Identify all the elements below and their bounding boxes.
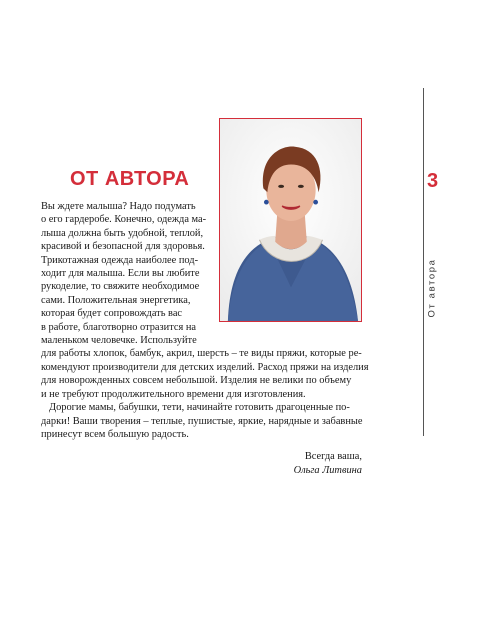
text-line: рукоделие, то свяжите необходимое [41,281,200,293]
text-line: для новорожденных совсем небольшой. Изделия не велики по объему [41,375,352,387]
text-line: Дорогие мамы, бабушки, тети, начинайте готовить драгоценные по- [49,402,350,414]
text-line: и не требуют продолжительного времени для изготовления. [41,388,306,400]
running-head: От автора [426,258,438,318]
text-line: лыша должна быть удобной, теплой, [41,227,204,239]
text-line: ходит для малыша. Если вы любите [41,268,200,280]
text-line: которая будет сопровождать вас [41,308,183,320]
text-line: дарки! Ваши творения – теплые, пушистые, яркие, нарядные и забавные [41,415,363,427]
signature [294,450,362,478]
text-line: красивой и безопасной для здоровья. [41,241,205,253]
body-text [41,200,369,441]
signature-author: Ольга Литвина [293,465,362,476]
text-line: о его гардеробе. Конечно, одежда ма- [41,214,207,226]
text-line: в работе, благотворно отразится на [41,321,197,333]
text-line: Вы ждете малыша? Надо подумать [41,201,196,212]
text-line: для работы хлопок, бамбук, акрил, шерсть – те виды пряжи, которые ре- [41,348,362,360]
page-number: 3 [427,170,439,192]
text-line: комендуют производители для детских изделий. Расход пряжи на изделия [41,361,369,373]
text-line: маленьком человечке. Используйте [41,335,197,347]
text-line: принесут всем большую радость. [41,428,189,440]
signature-closing: Всегда ваша, [304,451,362,462]
margin-rule [423,88,424,436]
text-line: Трикотажная одежда наиболее под- [41,254,199,266]
text-line: сами. Положительная энергетика, [41,294,191,306]
page-title: ОТ АВТОРА [70,168,190,190]
